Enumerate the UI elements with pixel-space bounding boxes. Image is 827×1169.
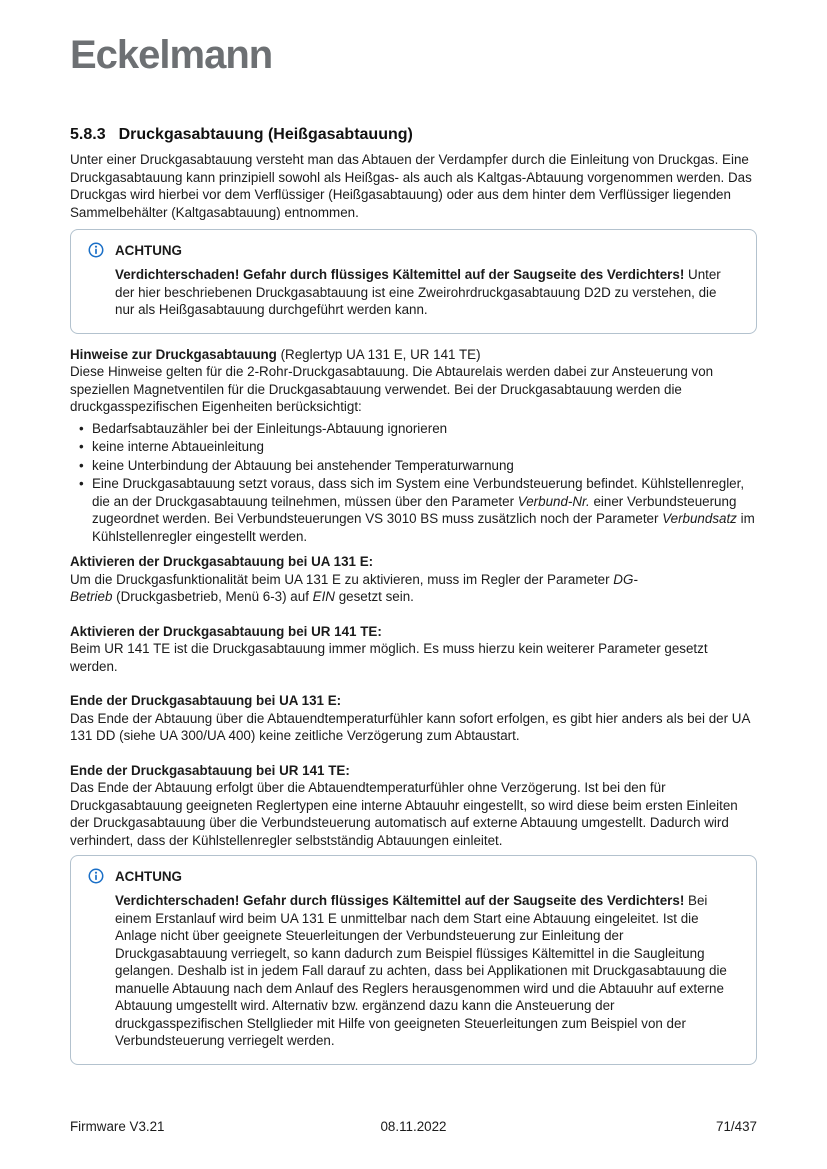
param-dg: DG- [613,571,638,587]
attention-label: ACHTUNG [115,242,182,258]
section-aktivieren-ur141te [70,623,757,676]
warning-text: Unter der hier beschriebenen Druckgasabtauung ist eine Zweirohrdruckgasabtauung D2D zu verstehen, die nur als Heißgasabtauung durchgeführt werden kann. [115,267,721,317]
param-verbund-nr: Verbund-Nr. [517,493,590,509]
subsection-paragraph: Beim UR 141 TE ist die Druckgasabtauung immer möglich. Es muss hierzu kein weiterer Parameter gesetzt werden. [70,641,708,674]
list-item: • Bedarfsabtauzähler bei der Einleitungs-Abtauung ignorieren [92,420,757,438]
hinweise-section [70,346,757,546]
footer-date: 08.11.2022 [380,1119,447,1134]
subsection-paragraph: Das Ende der Abtauung erfolgt über die Abtauendtemperaturfühler ohne Verzögerung. Ist bei den für Druckgasabtauung geeigneten Reglertypen eine interne Abtauuhr eingestellt, so wird diese beim ersten Einleiten der Druckgasabtauung über die Verbundsteuerung automatisch auf externe Abtauung umgestellt. Dadurch wird verhindert, dass der Kühlstellenregler selbstständig Abtauungen einleitet. [70,780,738,848]
warning-bold-text: Verdichterschaden! Gefahr durch flüssiges Kältemittel auf der Saugseite des Verdichters! [115,893,685,908]
info-circle-icon [88,868,104,884]
intro-paragraph: Unter einer Druckgasabtauung versteht man das Abtauen der Verdampfer durch die Einleitung von Druckgas. Eine Druckgasabtauung kann prinzipiell sowohl als Heißgas- als auch als Kaltgas-Abtauung vorgenommen werden. Das Druckgas wird hierbei vor dem Verflüssiger (Heißgasabtauung) oder aus dem hinter dem Verflüssiger liegenden Sammelbehälter (Kaltgasabtauung) entnommen. [70,152,752,220]
warning-text: Bei einem Erstanlauf wird beim UA 131 E unmittelbar nach dem Start eine Abtauung eingeleitet. Ist die Anlage nicht über geeignete Steuerleitungen der Verbundsteuerung zur Einleitung der Druckgasabtauung verriegelt, so kann dadurch zum Beispiel flüssiges Kältemittel in die Saugleitung gelangen. Deshalb ist in jedem Fall darauf zu achten, dass bei Applikationen mit Druckgasabtauung die manuelle Abtauung nach dem Anlauf des Reglers herausgenommen wird und die Abtauuhr auf externe Abtauung umgestellt wird. Alternativ bzw. ergänzend dazu kann die Ansteuerung der druckgasspezifischen Stellglieder mit Hilfe von geeigneten Steuerleitungen zum Beispiel von der Verbundsteuerung verriegelt werden. [115,893,727,1048]
subsection-heading: Aktivieren der Druckgasabtauung bei UR 141 TE: [70,623,382,639]
section-ende-ur141te [70,762,757,850]
warning-bold-text: Verdichterschaden! Gefahr durch flüssiges Kältemittel auf der Saugseite des Verdichters! [115,267,685,282]
list-item: • keine interne Abtaueinleitung [92,438,757,456]
attention-header [88,242,734,258]
section-heading [70,125,757,145]
subsection-heading: Aktivieren der Druckgasabtauung bei UA 131 E: [70,554,374,569]
hinweise-title: Hinweise zur Druckgasabtauung [70,346,277,362]
list-item: • keine Unterbindung der Abtauung bei anstehender Temperaturwarnung [92,457,757,475]
hinweise-bullet-list [70,420,757,546]
hinweise-title-rest: (Reglertyp UA 131 E, UR 141 TE) [276,346,481,362]
footer-page-number: 71/437 [716,1119,757,1134]
param-ein: EIN [312,589,335,604]
attention-body [115,892,734,1050]
list-item [92,475,757,545]
section-aktivieren-ua131e [70,553,757,606]
eckelmann-logo: Eckelmann [70,33,273,77]
hinweise-paragraph: Diese Hinweise gelten für die 2-Rohr-Druckgasabtauung. Die Abtaurelais werden dabei zur Ansteuerung von speziellen Magnetventilen für die Druckgasabtauung verwendet. Bei der Druckgasabtauung werden die druckgasspezifischen Eigenheiten berücksichtigt: [70,364,714,414]
attention-label: ACHTUNG [115,868,182,884]
paragraph-text: (Druckgasbetrieb, Menü 6-3) auf [112,589,313,604]
attention-box-2 [70,855,757,1065]
attention-box-1 [70,229,757,334]
subsection-paragraph: Das Ende der Abtauung über die Abtauendtemperaturfühler kann sofort erfolgen, es gibt hier anders als bei der UA 131 DD (siehe UA 300/UA 400) keine zeitliche Verzögerung zum Abtaustart. [70,710,750,743]
param-betrieb: Betrieb [70,589,113,604]
page-content [0,125,827,1065]
attention-body [115,266,734,319]
param-verbundsatz: Verbundsatz [662,511,737,526]
section-title: Druckgasabtauung (Heißgasabtauung) [118,126,413,143]
subsection-heading: Ende der Druckgasabtauung bei UA 131 E: [70,693,342,708]
section-number: 5.8.3 [70,126,106,143]
subsection-paragraph [70,571,757,606]
info-circle-icon [88,242,104,258]
paragraph-text: gesetzt sein. [334,589,414,604]
section-ende-ua131e [70,692,757,745]
attention-header [88,868,734,884]
hinweise-title-line [70,346,757,364]
paragraph-text: Um die Druckgasfunktionalität beim UA 131 E zu aktivieren, muss im Regler der Parameter [70,571,614,587]
footer-firmware-version: Firmware V3.21 [70,1119,165,1134]
subsection-heading: Ende der Druckgasabtauung bei UR 141 TE: [70,762,350,778]
bullet-text: Eine Druckgasabtauung setzt voraus, dass sich im System eine Verbundsteuerung befindet. Kühlstellenregler, die an der Druckgasabtauung teilnehmen, müssen über den Parameter [92,476,745,509]
bullet-text: einer Verbundsteuerung zugeordnet werden. Bei Verbundsteuerungen VS 3010 BS muss zusätzlich noch der Parameter [92,493,737,526]
bullet-text: im Kühlstellenregler eingestellt werden. [92,511,755,544]
